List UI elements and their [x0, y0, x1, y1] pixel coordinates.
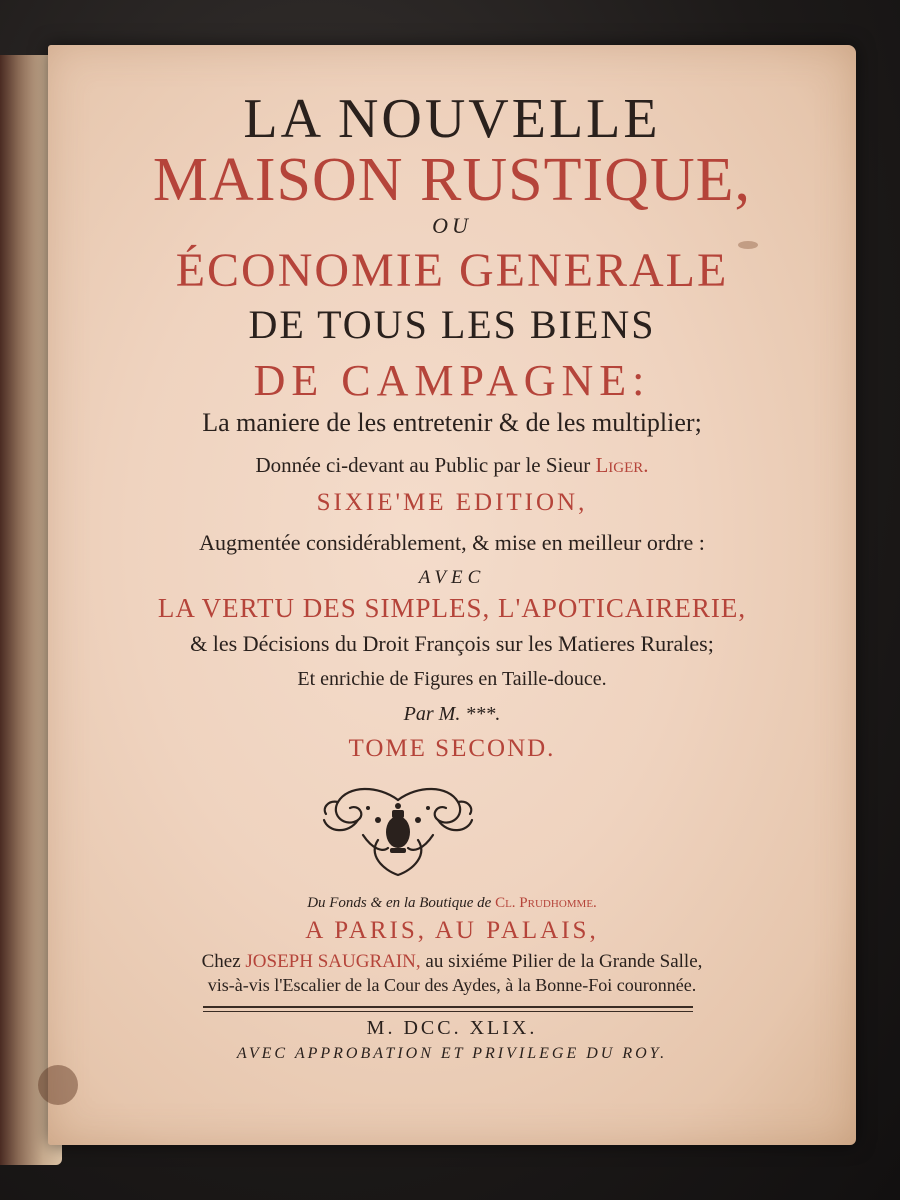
edition-line: SIXIE'ME EDITION,	[316, 489, 588, 516]
ornament-icon	[318, 780, 478, 880]
publisher-name: Cl. Prudhomme.	[495, 895, 597, 911]
imprint-fonds-text: Du Fonds & en la Boutique de	[307, 895, 496, 911]
imprint-date: M. DCC. XLIX.	[366, 1017, 538, 1039]
title-line-4: ÉCONOMIE GENERALE	[175, 244, 729, 297]
imprint-city: A PARIS, AU PALAIS,	[305, 917, 599, 944]
imprint-chez-line	[48, 951, 856, 973]
title-line-1: LA NOUVELLE	[243, 88, 661, 150]
attribution-line	[48, 453, 856, 478]
title-page	[48, 45, 856, 1145]
divider-rule	[203, 1006, 693, 1008]
stain-mark	[38, 1065, 78, 1105]
author-name-liger: Liger.	[595, 453, 649, 477]
figures-line: Et enrichie de Figures en Taille-douce.	[297, 668, 607, 690]
tome-line: TOME SECOND.	[348, 735, 556, 762]
vertu-line: LA VERTU DES SIMPLES, L'APOTICAIRERIE,	[157, 593, 747, 623]
divider-rule-thin	[203, 1011, 693, 1012]
decisions-line: & les Décisions du Droit François sur les Matieres Rurales;	[190, 631, 714, 656]
imprint-vis-a-vis: vis-à-vis l'Escalier de la Cour des Aydes, à la Bonne-Foi couronnée.	[207, 975, 697, 995]
printer-name: JOSEPH SAUGRAIN,	[245, 951, 421, 972]
imprint-chez: Chez	[201, 951, 246, 972]
attribution-text: Donnée ci-devant au Public par le Sieur	[255, 453, 596, 477]
subtitle-line: La maniere de les entretenir & de les multiplier;	[202, 408, 702, 437]
imprint-address: au sixiéme Pilier de la Grande Salle,	[420, 951, 703, 972]
title-line-5: DE TOUS LES BIENS	[248, 302, 656, 347]
imprint-privilege: AVEC APPROBATION ET PRIVILEGE DU ROY.	[236, 1045, 668, 1062]
augmented-line: Augmentée considérablement, & mise en meilleur ordre :	[199, 530, 705, 555]
avec-line: AVEC	[418, 567, 486, 588]
title-line-6: DE CAMPAGNE:	[253, 356, 651, 405]
imprint-fonds-line	[48, 895, 856, 912]
title-line-2: MAISON RUSTIQUE,	[152, 146, 752, 214]
author-line: Par M. ***.	[403, 703, 501, 725]
title-line-3: OU	[432, 213, 472, 238]
